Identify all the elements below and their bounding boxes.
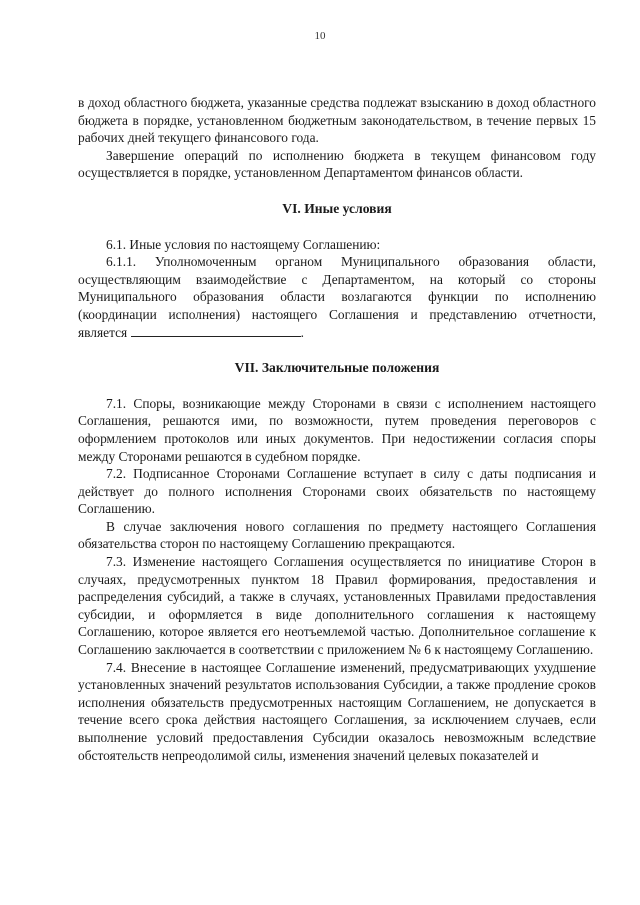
section-heading: VII. Заключительные положения [234,360,440,376]
paragraph-text: 6.1.1. Уполномоченным органом Муниципального образования области, осуществляющим взаимодействие с Департаментом, на который со стороны Муниципального образования области возлагаются функции по исполнению (координации исполнения) настоящего Соглашения и представлению отчетности, является [78,254,596,340]
paragraph: 7.4. Внесение в настоящее Соглашение изменений, предусматривающих ухудшение установленных значений результатов использования Субсидии, а также продление сроков исполнения обязательств предусмотренных настоящим Соглашением, не допускается в течение всего срока действия настоящего Соглашения, за исключением случаев, если выполнение условий предоставления Субсидии оказалось невозможным вследствие обстоятельств непреодолимой силы, изменения значений целевых показателей и [78,659,596,763]
paragraph: 7.2. Подписанное Сторонами Соглашение вступает в силу с даты подписания и действует до полного исполнения Сторонами своих обязательств по настоящему Соглашению. [78,466,596,517]
paragraph-end: . [300,324,304,340]
section-heading: VI. Иные условия [282,200,392,216]
document-body [78,94,596,764]
paragraph: Завершение операций по исполнению бюджета в текущем финансовом году осуществляется в порядке, установленном Департаментом финансов области. [78,147,596,181]
paragraph: 7.1. Споры, возникающие между Сторонами в связи с исполнением настоящего Соглашения, решаются ими, по возможности, путем проведения переговоров с оформлением протоколов или иных документов. При недостижении согласия споры между Сторонами решаются в судебном порядке. [78,395,596,464]
blank-field [131,324,301,337]
paragraph: в доход областного бюджета, указанные средства подлежат взысканию в доход областного бюджета в порядке, установленном бюджетным законодательством, в течение первых 15 рабочих дней текущего финансового года. [78,95,596,146]
paragraph: 7.3. Изменение настоящего Соглашения осуществляется по инициативе Сторон в случаях, предусмотренных пунктом 18 Правил формирования, предоставления и распределения субсидий, а также в случаях, установленных Правилами предоставления субсидии, и оформляется в виде дополнительного соглашения к настоящему Соглашению, которое является его неотъемлемой частью. Дополнительное соглашение к Соглашению заключается в соответствии с приложением № 6 к настоящему Соглашению. [78,554,596,658]
paragraph: В случае заключения нового соглашения по предмету настоящего Соглашения обязательства сторон по настоящему Соглашению прекращаются. [78,518,596,552]
page-number: 10 [314,30,326,42]
paragraph: 6.1. Иные условия по настоящему Соглашению: [106,236,381,252]
paragraph [78,253,596,341]
